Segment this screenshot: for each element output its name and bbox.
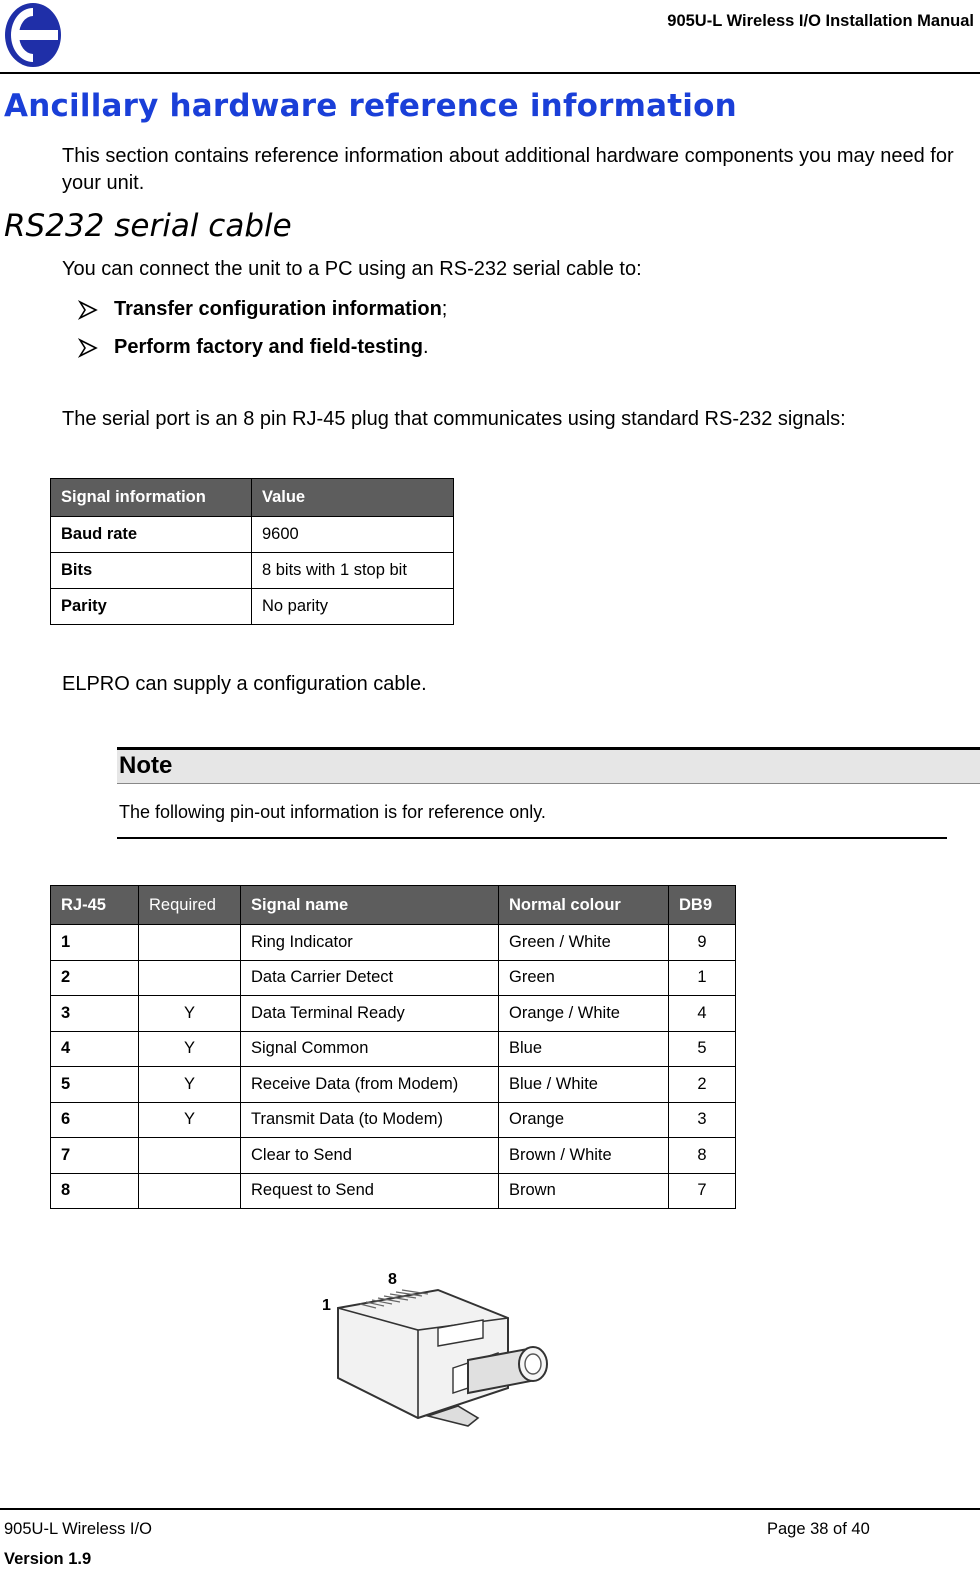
table-row: 4 Y Signal Common Blue 5 — [51, 1031, 736, 1067]
footer-product: 905U-L Wireless I/O — [4, 1520, 152, 1538]
version-label: Version 1.9 — [4, 1550, 92, 1568]
column-header: Required — [139, 886, 241, 925]
table-row: 5 Y Receive Data (from Modem) Blue / White 2 — [51, 1067, 736, 1103]
arrow-bullet-icon — [78, 300, 98, 320]
arrow-bullet-icon — [78, 338, 98, 358]
note-text: The following pin-out information is for reference only. — [119, 802, 546, 822]
table-row: Parity No parity — [51, 589, 454, 625]
bullet-item: Transfer configuration information; — [78, 298, 447, 321]
subsection-title: RS232 serial cable — [4, 208, 292, 244]
column-header: Signal information — [51, 479, 252, 517]
footer-divider — [0, 1508, 980, 1510]
column-header: Signal name — [241, 886, 499, 925]
page-number: Page 38 of 40 — [767, 1520, 870, 1538]
pin-label-8: 8 — [388, 1271, 397, 1288]
note-header-bar — [117, 750, 980, 784]
bullet-item: Perform factory and field-testing. — [78, 336, 429, 359]
serial-port-text: The serial port is an 8 pin RJ-45 plug that communicates using standard RS-232 signals: — [62, 408, 846, 430]
table-row: 8 Request to Send Brown 7 — [51, 1173, 736, 1209]
table-row: 1 Ring Indicator Green / White 9 — [51, 925, 736, 961]
signal-info-table — [50, 478, 454, 625]
manual-title: 905U-L Wireless I/O Installation Manual — [667, 12, 974, 30]
table-row: Baud rate 9600 — [51, 517, 454, 553]
table-row: 7 Clear to Send Brown / White 8 — [51, 1138, 736, 1174]
rj45-plug-illustration — [318, 1268, 558, 1438]
note-bottom-rule — [117, 837, 947, 839]
column-header: Normal colour — [499, 886, 669, 925]
column-header: Value — [252, 479, 454, 517]
pinout-table — [50, 885, 736, 1209]
pin-label-1: 1 — [322, 1297, 331, 1314]
table-row: Bits 8 bits with 1 stop bit — [51, 553, 454, 589]
rs232-lead: You can connect the unit to a PC using an RS-232 serial cable to: — [62, 258, 642, 280]
company-logo — [4, 2, 62, 68]
table-row: 6 Y Transmit Data (to Modem) Orange 3 — [51, 1102, 736, 1138]
config-cable-text: ELPRO can supply a configuration cable. — [62, 673, 427, 695]
header-divider — [0, 72, 980, 74]
column-header: DB9 — [669, 886, 736, 925]
section-intro: This section contains reference information about additional hardware components you may need for your unit. — [62, 145, 954, 194]
column-header: RJ-45 — [51, 886, 139, 925]
section-title: Ancillary hardware reference information — [4, 88, 737, 124]
table-row: 2 Data Carrier Detect Green 1 — [51, 960, 736, 996]
note-title: Note — [119, 752, 173, 779]
table-row: 3 Y Data Terminal Ready Orange / White 4 — [51, 996, 736, 1032]
